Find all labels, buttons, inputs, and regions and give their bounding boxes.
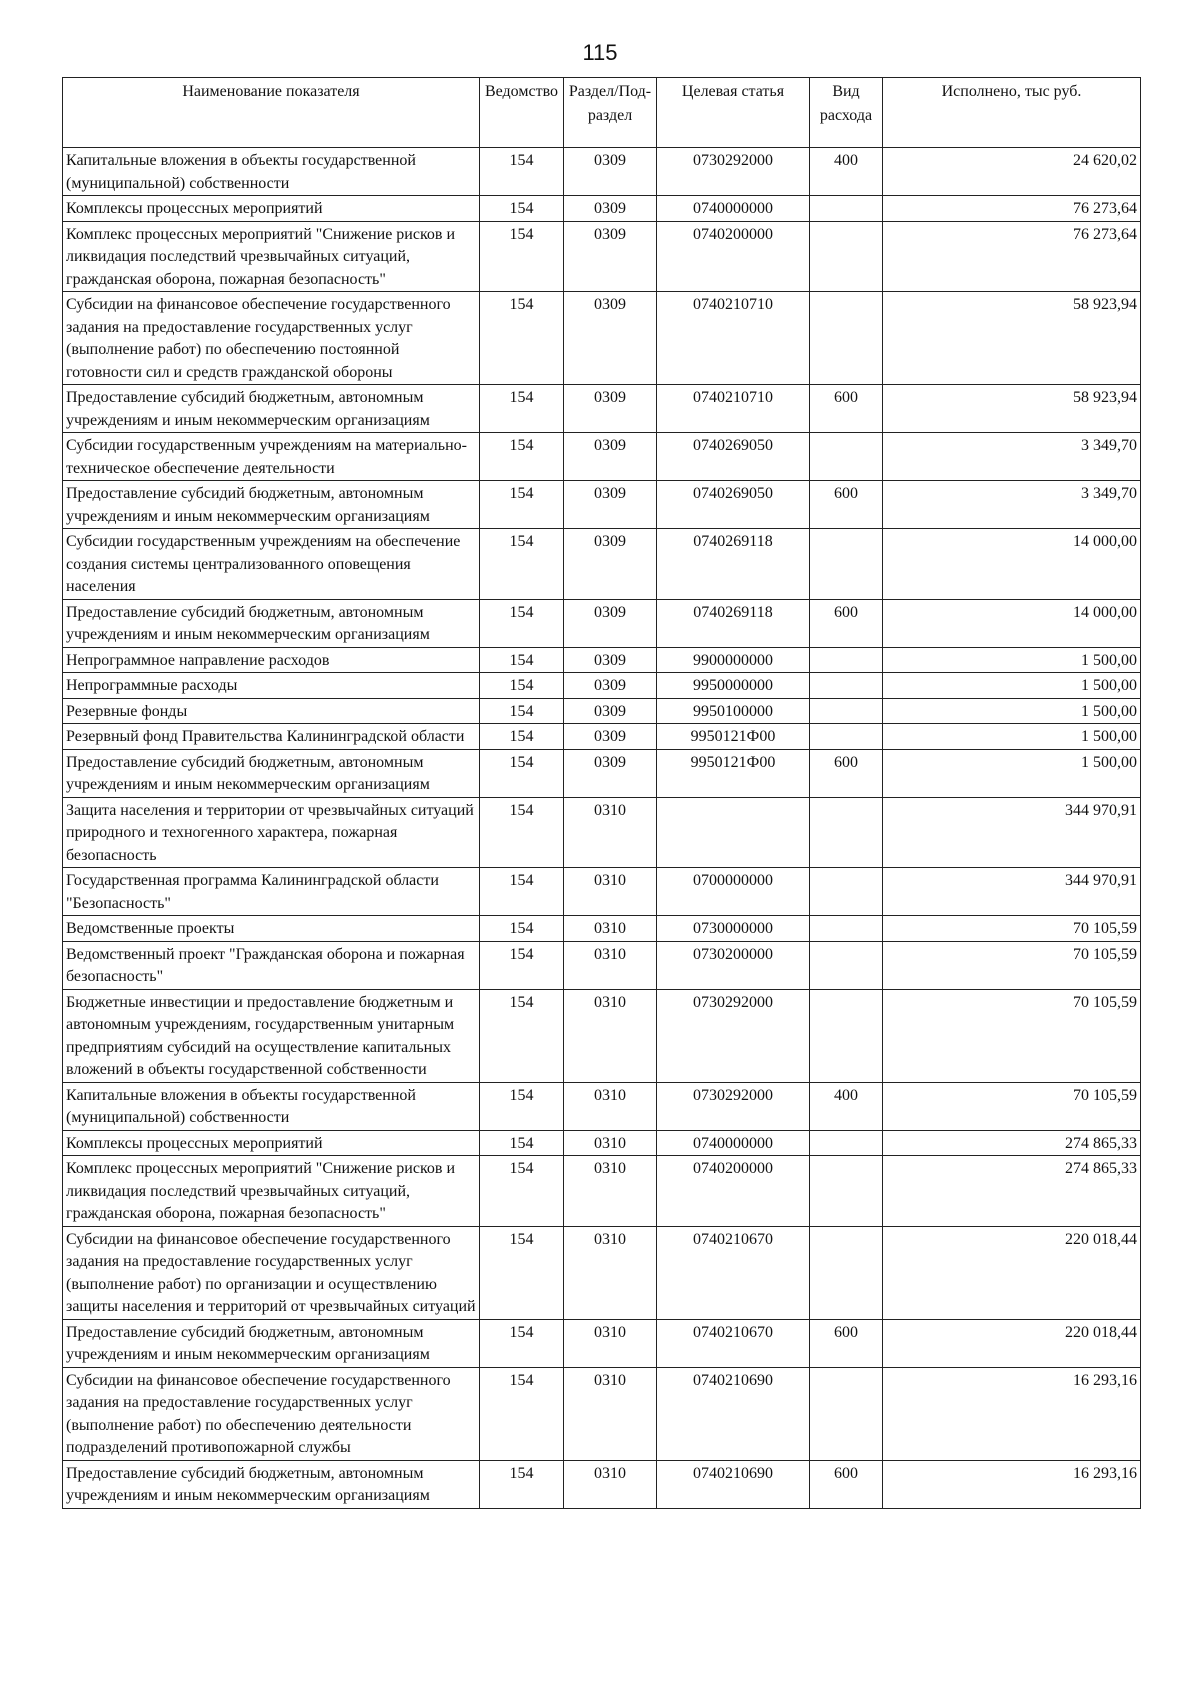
cell-expense-type — [810, 868, 883, 916]
cell-target: 0740210710 — [657, 292, 810, 385]
cell-dept: 154 — [480, 385, 564, 433]
cell-section: 0309 — [564, 647, 657, 673]
cell-expense-type — [810, 1367, 883, 1460]
cell-target: 0700000000 — [657, 868, 810, 916]
cell-executed: 1 500,00 — [883, 673, 1141, 699]
header-executed: Исполнено, тыс руб. — [883, 78, 1141, 148]
cell-expense-type — [810, 196, 883, 222]
cell-executed: 344 970,91 — [883, 797, 1141, 868]
cell-dept: 154 — [480, 1130, 564, 1156]
cell-section: 0310 — [564, 989, 657, 1082]
cell-name: Защита населения и территории от чрезвычайных ситуаций природного и техногенного характера, пожарная безопасность — [63, 797, 480, 868]
cell-dept: 154 — [480, 797, 564, 868]
cell-section: 0309 — [564, 221, 657, 292]
header-dept: Ведомство — [480, 78, 564, 148]
header-section: Раздел/Под-раздел — [564, 78, 657, 148]
cell-section: 0310 — [564, 941, 657, 989]
cell-target: 0740200000 — [657, 221, 810, 292]
cell-name: Капитальные вложения в объекты государственной (муниципальной) собственности — [63, 148, 480, 196]
cell-expense-type — [810, 698, 883, 724]
table-row — [63, 433, 1141, 481]
table-row — [63, 148, 1141, 196]
cell-name: Предоставление субсидий бюджетным, автономным учреждениям и иным некоммерческим организациям — [63, 749, 480, 797]
table-row — [63, 221, 1141, 292]
cell-section: 0310 — [564, 1226, 657, 1319]
cell-dept: 154 — [480, 916, 564, 942]
table-row — [63, 385, 1141, 433]
cell-target: 0730292000 — [657, 1082, 810, 1130]
cell-executed: 220 018,44 — [883, 1226, 1141, 1319]
cell-dept: 154 — [480, 148, 564, 196]
cell-section: 0309 — [564, 148, 657, 196]
cell-dept: 154 — [480, 1082, 564, 1130]
cell-name: Комплексы процессных мероприятий — [63, 1130, 480, 1156]
cell-executed: 70 105,59 — [883, 916, 1141, 942]
cell-expense-type: 400 — [810, 1082, 883, 1130]
cell-name: Ведомственные проекты — [63, 916, 480, 942]
cell-target: 9950121Ф00 — [657, 724, 810, 750]
table-row — [63, 941, 1141, 989]
table-row — [63, 1367, 1141, 1460]
cell-dept: 154 — [480, 868, 564, 916]
cell-name: Предоставление субсидий бюджетным, автономным учреждениям и иным некоммерческим организациям — [63, 1319, 480, 1367]
cell-name: Бюджетные инвестиции и предоставление бюджетным и автономным учреждениям, государственным унитарным предприятиям субсидий на осуществление капитальных вложений в объекты государственной собственности — [63, 989, 480, 1082]
table-row — [63, 1156, 1141, 1227]
cell-name: Предоставление субсидий бюджетным, автономным учреждениям и иным некоммерческим организациям — [63, 481, 480, 529]
header-name: Наименование показателя — [63, 78, 480, 148]
cell-executed: 14 000,00 — [883, 599, 1141, 647]
cell-dept: 154 — [480, 673, 564, 699]
cell-section: 0310 — [564, 1082, 657, 1130]
cell-section: 0310 — [564, 797, 657, 868]
cell-expense-type — [810, 292, 883, 385]
cell-dept: 154 — [480, 1156, 564, 1227]
cell-name: Ведомственный проект "Гражданская оборона и пожарная безопасность" — [63, 941, 480, 989]
cell-dept: 154 — [480, 989, 564, 1082]
cell-expense-type — [810, 221, 883, 292]
cell-expense-type: 600 — [810, 599, 883, 647]
cell-executed: 58 923,94 — [883, 292, 1141, 385]
cell-name: Субсидии государственным учреждениям на обеспечение создания системы централизованного оповещения населения — [63, 529, 480, 600]
cell-section: 0310 — [564, 1367, 657, 1460]
cell-expense-type — [810, 989, 883, 1082]
cell-target: 9900000000 — [657, 647, 810, 673]
cell-executed: 76 273,64 — [883, 196, 1141, 222]
cell-executed: 58 923,94 — [883, 385, 1141, 433]
cell-name: Субсидии государственным учреждениям на материально-техническое обеспечение деятельности — [63, 433, 480, 481]
cell-section: 0309 — [564, 599, 657, 647]
cell-dept: 154 — [480, 433, 564, 481]
cell-dept: 154 — [480, 221, 564, 292]
cell-dept: 154 — [480, 698, 564, 724]
cell-name: Комплекс процессных мероприятий "Снижение рисков и ликвидация последствий чрезвычайных ситуаций, гражданская оборона, пожарная безопасность" — [63, 1156, 480, 1227]
cell-target: 0730292000 — [657, 148, 810, 196]
cell-executed: 3 349,70 — [883, 481, 1141, 529]
cell-name: Комплексы процессных мероприятий — [63, 196, 480, 222]
cell-target: 0740210690 — [657, 1367, 810, 1460]
cell-dept: 154 — [480, 724, 564, 750]
cell-dept: 154 — [480, 1460, 564, 1508]
cell-section: 0309 — [564, 529, 657, 600]
cell-executed: 76 273,64 — [883, 221, 1141, 292]
cell-expense-type — [810, 647, 883, 673]
cell-executed: 274 865,33 — [883, 1130, 1141, 1156]
cell-section: 0310 — [564, 868, 657, 916]
cell-target: 0730000000 — [657, 916, 810, 942]
cell-expense-type — [810, 673, 883, 699]
cell-target: 0740210710 — [657, 385, 810, 433]
table-row — [63, 1319, 1141, 1367]
cell-section: 0310 — [564, 1319, 657, 1367]
cell-name: Комплекс процессных мероприятий "Снижение рисков и ликвидация последствий чрезвычайных ситуаций, гражданская оборона, пожарная безопасность" — [63, 221, 480, 292]
cell-section: 0309 — [564, 292, 657, 385]
cell-target: 0740000000 — [657, 1130, 810, 1156]
table-row — [63, 868, 1141, 916]
cell-executed: 16 293,16 — [883, 1460, 1141, 1508]
cell-target: 0730200000 — [657, 941, 810, 989]
cell-target: 0740210690 — [657, 1460, 810, 1508]
cell-section: 0309 — [564, 385, 657, 433]
cell-executed: 70 105,59 — [883, 941, 1141, 989]
cell-target: 9950000000 — [657, 673, 810, 699]
cell-section: 0310 — [564, 1130, 657, 1156]
header-expense-type: Вид расхода — [810, 78, 883, 148]
cell-expense-type: 400 — [810, 148, 883, 196]
cell-expense-type — [810, 529, 883, 600]
cell-expense-type — [810, 941, 883, 989]
cell-executed: 24 620,02 — [883, 148, 1141, 196]
cell-dept: 154 — [480, 749, 564, 797]
cell-dept: 154 — [480, 599, 564, 647]
cell-dept: 154 — [480, 1367, 564, 1460]
cell-expense-type — [810, 724, 883, 750]
cell-target: 9950121Ф00 — [657, 749, 810, 797]
table-row — [63, 749, 1141, 797]
table-row — [63, 797, 1141, 868]
cell-dept: 154 — [480, 647, 564, 673]
cell-expense-type — [810, 797, 883, 868]
cell-executed: 1 500,00 — [883, 724, 1141, 750]
table-row — [63, 698, 1141, 724]
table-row — [63, 599, 1141, 647]
cell-name: Субсидии на финансовое обеспечение государственного задания на предоставление государственных услуг (выполнение работ) по организации и осуществлению защиты населения и территорий от чрезвычайных ситуаций — [63, 1226, 480, 1319]
cell-name: Непрограммное направление расходов — [63, 647, 480, 673]
table-row — [63, 673, 1141, 699]
cell-executed: 1 500,00 — [883, 698, 1141, 724]
cell-executed: 14 000,00 — [883, 529, 1141, 600]
cell-expense-type — [810, 1226, 883, 1319]
cell-section: 0310 — [564, 1156, 657, 1227]
table-row — [63, 529, 1141, 600]
cell-executed: 3 349,70 — [883, 433, 1141, 481]
cell-target: 0740269118 — [657, 529, 810, 600]
cell-section: 0310 — [564, 1460, 657, 1508]
cell-dept: 154 — [480, 529, 564, 600]
cell-target: 0740269050 — [657, 433, 810, 481]
cell-expense-type — [810, 433, 883, 481]
cell-expense-type: 600 — [810, 481, 883, 529]
cell-section: 0309 — [564, 673, 657, 699]
cell-name: Резервные фонды — [63, 698, 480, 724]
cell-section: 0310 — [564, 916, 657, 942]
table-row — [63, 196, 1141, 222]
cell-executed: 274 865,33 — [883, 1156, 1141, 1227]
cell-section: 0309 — [564, 749, 657, 797]
cell-dept: 154 — [480, 196, 564, 222]
cell-target: 0740210670 — [657, 1226, 810, 1319]
table-row — [63, 1082, 1141, 1130]
cell-executed: 70 105,59 — [883, 1082, 1141, 1130]
cell-executed: 1 500,00 — [883, 749, 1141, 797]
cell-target: 0740200000 — [657, 1156, 810, 1227]
cell-expense-type: 600 — [810, 1460, 883, 1508]
cell-section: 0309 — [564, 196, 657, 222]
cell-target: 9950100000 — [657, 698, 810, 724]
cell-name: Государственная программа Калининградской области "Безопасность" — [63, 868, 480, 916]
cell-section: 0309 — [564, 433, 657, 481]
cell-name: Резервный фонд Правительства Калининградской области — [63, 724, 480, 750]
page-number: 115 — [582, 40, 618, 65]
cell-executed: 344 970,91 — [883, 868, 1141, 916]
budget-execution-table — [62, 77, 1141, 1509]
cell-name: Субсидии на финансовое обеспечение государственного задания на предоставление государственных услуг (выполнение работ) по обеспечению деятельности подразделений противопожарной службы — [63, 1367, 480, 1460]
table-row — [63, 1226, 1141, 1319]
cell-expense-type — [810, 916, 883, 942]
cell-expense-type: 600 — [810, 749, 883, 797]
cell-expense-type — [810, 1156, 883, 1227]
cell-executed: 70 105,59 — [883, 989, 1141, 1082]
cell-executed: 16 293,16 — [883, 1367, 1141, 1460]
cell-name: Предоставление субсидий бюджетным, автономным учреждениям и иным некоммерческим организациям — [63, 385, 480, 433]
cell-section: 0309 — [564, 724, 657, 750]
cell-target: 0740269050 — [657, 481, 810, 529]
cell-expense-type: 600 — [810, 1319, 883, 1367]
table-row — [63, 481, 1141, 529]
cell-executed: 1 500,00 — [883, 647, 1141, 673]
table-row — [63, 292, 1141, 385]
table-row — [63, 989, 1141, 1082]
cell-executed: 220 018,44 — [883, 1319, 1141, 1367]
cell-dept: 154 — [480, 1319, 564, 1367]
cell-name: Предоставление субсидий бюджетным, автономным учреждениям и иным некоммерческим организациям — [63, 1460, 480, 1508]
cell-target: 0740210670 — [657, 1319, 810, 1367]
table-row — [63, 1460, 1141, 1508]
cell-target — [657, 797, 810, 868]
table-row — [63, 916, 1141, 942]
cell-name: Капитальные вложения в объекты государственной (муниципальной) собственности — [63, 1082, 480, 1130]
cell-dept: 154 — [480, 292, 564, 385]
cell-target: 0740269118 — [657, 599, 810, 647]
cell-dept: 154 — [480, 1226, 564, 1319]
cell-name: Предоставление субсидий бюджетным, автономным учреждениям и иным некоммерческим организациям — [63, 599, 480, 647]
cell-target: 0740000000 — [657, 196, 810, 222]
cell-name: Непрограммные расходы — [63, 673, 480, 699]
cell-name: Субсидии на финансовое обеспечение государственного задания на предоставление государственных услуг (выполнение работ) по обеспечению постоянной готовности сил и средств гражданской обороны — [63, 292, 480, 385]
cell-expense-type: 600 — [810, 385, 883, 433]
cell-target: 0730292000 — [657, 989, 810, 1082]
cell-dept: 154 — [480, 941, 564, 989]
header-target: Целевая статья — [657, 78, 810, 148]
cell-dept: 154 — [480, 481, 564, 529]
cell-section: 0309 — [564, 481, 657, 529]
table-row — [63, 647, 1141, 673]
cell-expense-type — [810, 1130, 883, 1156]
table-header-row — [63, 78, 1141, 148]
table-row — [63, 724, 1141, 750]
table-row — [63, 1130, 1141, 1156]
cell-section: 0309 — [564, 698, 657, 724]
